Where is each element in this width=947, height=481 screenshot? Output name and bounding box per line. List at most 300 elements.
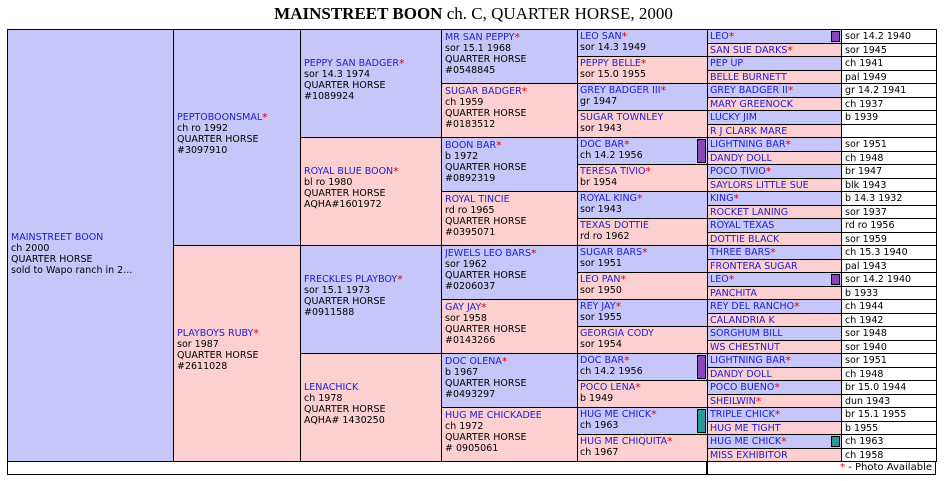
horse-name-link[interactable]: FRONTERA SUGAR [710,261,798,272]
horse-detail-line: QUARTER HORSE [304,296,386,307]
horse-detail-line: #0493297 [445,389,496,400]
horse-cell[interactable] [707,245,842,260]
horse-name-link[interactable]: HUG ME TIGHT [710,423,781,434]
horse-cell[interactable] [707,259,842,273]
horse-cell[interactable] [707,97,842,111]
horse-info-text: rd ro 1956 [845,220,895,231]
title-horse-name: MAINSTREET BOON [274,4,443,23]
horse-detail-line: QUARTER HORSE [445,162,527,173]
photo-star-icon: * [785,354,791,366]
horse-cell[interactable] [441,191,578,246]
photo-star-icon: * [398,58,405,69]
horse-detail-line: rd ro 1965 [445,205,495,216]
photo-star-icon: * [787,84,794,96]
horse-name-link[interactable]: THREE BARS [710,247,771,258]
horse-detail-line: ch 1959 [445,97,484,108]
horse-detail-line: QUARTER HORSE [11,254,93,265]
horse-info-cell [841,326,937,341]
photo-star-icon: * [262,112,268,123]
photo-star-icon: * [620,274,627,285]
horse-cell[interactable] [707,56,842,71]
horse-name-link[interactable]: LEO [710,31,729,42]
horse-cell[interactable] [577,272,708,300]
horse-name-link[interactable]: SAYLORS LITTLE SUE [710,180,809,191]
horse-name-link[interactable]: TEXAS DOTTIE [580,220,649,231]
horse-cell[interactable] [707,83,842,98]
horse-info-cell [841,313,937,327]
horse-cell[interactable] [577,434,708,462]
horse-detail-line: QUARTER HORSE [445,324,527,335]
horse-info-text: sor 14.2 1940 [845,274,912,285]
horse-detail-line: # 0905061 [445,443,499,454]
horse-detail-line: ch 14.2 1956 [580,150,643,161]
photo-star-icon: * [393,166,399,177]
horse-name-link[interactable]: REY JAY [580,301,616,312]
horse-cell[interactable] [441,407,578,462]
horse-name-link[interactable]: DOC BAR [580,355,625,366]
horse-info-text: ch 1948 [845,369,884,380]
horse-cell[interactable] [707,286,842,300]
horse-name-link[interactable]: LEO [710,274,729,285]
horse-name-link[interactable]: CALANDRIA K [710,315,775,326]
horse-info-text: sor 1937 [845,207,887,218]
horse-info-text: br 15.1 1955 [845,409,907,420]
photo-star-icon: * [501,356,508,367]
horse-detail-line: #1089924 [304,91,355,102]
horse-detail-line: QUARTER HORSE [304,188,386,199]
horse-info-text: b 14.3 1932 [845,193,903,204]
horse-detail-line: ch 1978 [304,393,343,404]
horse-detail-line: rd ro 1962 [580,231,630,242]
horse-info-cell [841,164,937,179]
horse-name-link[interactable]: DOTTIE BLACK [710,234,780,245]
photo-star-icon: * [660,85,667,96]
horse-detail-line: QUARTER HORSE [445,270,527,281]
horse-info-text: blk 1943 [845,180,887,191]
horse-info-cell [841,232,937,246]
photo-star-icon: * [774,408,781,420]
horse-info-cell [841,394,937,408]
horse-name-link[interactable]: SAN SUE DARKS [710,45,788,56]
horse-name-link[interactable]: FRECKLES PLAYBOY [304,274,398,285]
horse-info-text: sor 1948 [845,328,887,339]
horse-cell[interactable] [707,353,842,368]
horse-detail-line: #3097910 [177,145,228,156]
horse-name-link[interactable]: POCO BUENO [710,382,775,393]
horse-cell[interactable] [707,191,842,206]
horse-name-link[interactable]: ROCKET LANING [710,207,789,218]
horse-detail-line: #0206037 [445,281,496,292]
horse-detail-line: #0183512 [445,119,496,130]
photo-star-icon: * [530,248,537,259]
horse-name-link[interactable]: GREY BADGER II [710,85,788,96]
horse-detail-line: QUARTER HORSE [304,404,386,415]
horse-info-cell [841,205,937,219]
horse-info-cell [841,299,937,314]
horse-name-link[interactable]: JEWELS LEO BARS [445,248,531,259]
photo-star-icon: * [521,86,528,97]
horse-info-cell [841,272,937,287]
horse-name-link[interactable]: SUGAR TOWNLEY [580,112,664,123]
color-swatch-icon [831,274,840,285]
horse-name-link[interactable]: R J CLARK MARE [710,126,788,137]
horse-name-link[interactable]: GREY BADGER III [580,85,661,96]
horse-info-cell [841,286,937,300]
color-swatch-icon [697,409,706,433]
horse-name-link[interactable]: DOC OLENA [445,356,502,367]
photo-star-icon: * [645,166,652,177]
horse-info-cell [841,407,937,422]
horse-detail-line: sor 1954 [580,339,622,350]
horse-cell[interactable] [707,232,842,246]
horse-name-link[interactable]: SUGAR BADGER [445,86,522,97]
horse-detail-line: #0143266 [445,335,496,346]
horse-name-link[interactable]: MAINSTREET BOON [11,232,104,243]
horse-info-cell [841,70,937,84]
photo-star-icon: * [624,139,630,150]
horse-name-link[interactable]: DOC BAR [580,139,625,150]
horse-cell[interactable] [173,29,301,246]
horse-info-cell [841,191,937,206]
horse-detail-line: sold to Wapo ranch in 2... [11,265,133,276]
horse-name-link[interactable]: LENACHICK [304,382,359,393]
photo-available-legend [707,461,936,475]
horse-name-link[interactable]: MR SAN PEPPY [445,32,515,43]
horse-detail-line: #0911588 [304,307,355,318]
horse-detail-line: sor 15.0 1955 [580,69,647,80]
horse-info-text: ch 1942 [845,315,884,326]
horse-detail-line: sor 1955 [580,312,622,323]
horse-info-text: ch 1958 [845,450,884,461]
photo-star-icon: * [651,409,657,420]
horse-name-link[interactable]: ROYAL KING [580,193,637,204]
photo-star-icon: * [624,355,630,366]
horse-info-cell [841,218,937,233]
photo-star-icon: * [794,300,800,312]
horse-name-link[interactable]: SHEILWIN [710,396,756,407]
horse-info-cell [841,97,937,111]
photo-star-icon: * [774,381,780,393]
horse-detail-line: #0395071 [445,227,496,238]
horse-detail-line: sor 1987 [177,339,219,350]
horse-cell[interactable] [707,299,842,314]
horse-info-cell [841,340,937,354]
horse-cell[interactable] [707,313,842,327]
horse-name-link[interactable]: LIGHTNING BAR [710,139,786,150]
horse-cell[interactable] [441,299,578,354]
horse-info-text: dun 1943 [845,396,891,407]
photo-star-icon: * [635,382,641,393]
horse-name-link[interactable]: LUCKY JIM [710,112,757,123]
horse-info-cell [841,245,937,260]
horse-name-link[interactable]: DANDY DOLL [710,369,772,380]
horse-detail-line: sor 1951 [580,258,622,269]
horse-info-cell [841,83,937,98]
horse-name-link[interactable]: HUG ME CHICK [710,436,782,447]
horse-cell[interactable] [707,380,842,395]
horse-cell[interactable] [707,178,842,192]
horse-cell[interactable] [707,137,842,152]
horse-cell[interactable] [577,137,708,165]
horse-name-link[interactable]: ROYAL BLUE BOON [304,166,394,177]
horse-cell[interactable] [707,29,842,44]
horse-name-link[interactable]: HUG ME CHICK [580,409,652,420]
horse-detail-line: gr 1947 [580,96,618,107]
photo-star-icon: * [787,44,793,56]
horse-cell[interactable] [707,272,842,287]
horse-cell[interactable] [707,205,842,219]
horse-info-text [842,125,936,126]
horse-cell[interactable] [707,124,842,138]
photo-star-icon: * [481,302,487,313]
horse-detail-line: b 1949 [580,393,614,404]
photo-star-icon: * [253,328,259,339]
horse-detail-line: sor 15.1 1973 [304,285,371,296]
horse-detail-line: QUARTER HORSE [445,108,527,119]
horse-detail-line: b 1972 [445,151,479,162]
horse-cell[interactable] [577,191,708,219]
photo-star-icon: * [640,58,647,69]
horse-cell[interactable] [707,407,842,422]
horse-info-text: br 15.0 1944 [845,382,907,393]
horse-detail-line: sor 14.3 1949 [580,42,647,53]
horse-cell[interactable] [707,110,842,125]
horse-detail-line: sor 14.3 1974 [304,69,371,80]
horse-info-text: gr 14.2 1941 [845,85,907,96]
horse-detail-line: ch 2000 [11,243,50,254]
photo-star-icon: * [728,30,735,42]
horse-name-link[interactable]: PLAYBOYS RUBY [177,328,254,339]
photo-star-icon: * [642,247,648,258]
horse-detail-line: ch ro 1992 [177,123,228,134]
horse-cell[interactable] [441,29,578,84]
horse-info-cell [841,353,937,368]
horse-name-link[interactable]: PEPTOBOONSMAL [177,112,263,123]
horse-cell[interactable] [300,245,442,354]
horse-detail-line: #2611028 [177,361,228,372]
horse-name-link[interactable]: POCO TIVIO [710,166,766,177]
horse-name-link[interactable]: WS CHESTNUT [710,342,780,353]
horse-detail-line: QUARTER HORSE [445,378,527,389]
horse-info-cell [841,178,937,192]
horse-detail-line: br 1954 [580,177,618,188]
horse-name-link[interactable]: ROYAL TINCIE [445,194,510,205]
horse-cell[interactable] [577,110,708,138]
horse-detail-line: #0892319 [445,173,496,184]
horse-name-link[interactable]: ROYAL TEXAS [710,220,775,231]
horse-detail-line: QUARTER HORSE [177,134,259,145]
horse-info-text: sor 1951 [845,355,887,366]
horse-cell[interactable] [441,353,578,408]
photo-star-icon: * [840,462,846,473]
horse-info-text: b 1933 [845,288,879,299]
horse-detail-line: #0548845 [445,65,496,76]
horse-detail-line: QUARTER HORSE [445,54,527,65]
color-swatch-icon [831,436,840,447]
horse-info-text: pal 1943 [845,261,887,272]
photo-star-icon: * [496,140,502,151]
color-swatch-icon [697,355,706,379]
horse-cell[interactable] [577,299,708,327]
photo-star-icon: * [728,273,735,285]
horse-name-link[interactable]: POCO LENA [580,382,636,393]
horse-info-text: sor 1940 [845,342,887,353]
horse-detail-line: sor 15.1 1968 [445,43,512,54]
footer-bar [7,461,707,475]
horse-detail-line: sor 1950 [580,285,622,296]
horse-name-link[interactable]: PEPPY SAN BADGER [304,58,399,69]
photo-available-text: - Photo Available [845,462,932,473]
horse-name-link[interactable]: PANCHITA [710,288,757,299]
horse-cell[interactable] [441,245,578,300]
horse-info-cell [841,448,937,462]
horse-info-text: sor 1959 [845,234,887,245]
horse-detail-line: ch 1972 [445,421,484,432]
color-swatch-icon [697,139,706,163]
horse-info-cell [841,124,937,138]
horse-cell[interactable] [577,56,708,84]
horse-info-text: sor 1945 [845,45,887,56]
horse-cell[interactable] [300,137,442,246]
horse-cell[interactable] [707,340,842,354]
horse-info-cell [841,137,937,152]
photo-star-icon: * [621,31,628,42]
horse-cell[interactable] [707,218,842,233]
horse-detail-line: sor 1943 [580,204,622,215]
horse-name-link[interactable]: SUGAR BARS [580,247,643,258]
horse-cell[interactable] [707,151,842,165]
horse-cell[interactable] [707,70,842,84]
horse-name-link[interactable]: LIGHTNING BAR [710,355,786,366]
horse-cell[interactable] [707,421,842,435]
horse-name-link[interactable]: GAY JAY [445,302,482,313]
horse-info-cell [841,110,937,125]
horse-name-link[interactable]: MARY GREENOCK [710,99,793,110]
horse-name-link[interactable]: BELLE BURNETT [710,72,787,83]
horse-info-text: ch 1948 [845,153,884,164]
horse-detail-line: QUARTER HORSE [445,216,527,227]
horse-cell[interactable] [577,245,708,273]
horse-info-cell [841,43,937,57]
horse-cell[interactable] [577,29,708,57]
horse-cell[interactable] [577,353,708,381]
photo-star-icon: * [636,193,643,204]
photo-star-icon: * [667,436,673,447]
horse-info-text: ch 1944 [845,301,884,312]
horse-cell[interactable] [707,434,842,449]
horse-cell[interactable] [707,448,842,462]
horse-name-link[interactable]: LEO SAN [580,31,622,42]
title-horse-details: ch. C, QUARTER HORSE, 2000 [446,4,673,23]
horse-info-cell [841,434,937,449]
horse-info-cell [841,421,937,435]
horse-detail-line: ch 1967 [580,447,619,458]
horse-detail-line: QUARTER HORSE [304,80,386,91]
horse-info-cell [841,151,937,165]
horse-detail-line: ch 14.2 1956 [580,366,643,377]
horse-name-link[interactable]: LEO PAN [580,274,621,285]
horse-cell[interactable] [577,218,708,246]
horse-name-link[interactable]: DANDY DOLL [710,153,772,164]
horse-cell[interactable] [577,83,708,111]
horse-name-link[interactable]: HUG ME CHIQUITA [580,436,668,447]
horse-cell[interactable] [7,29,174,462]
horse-name-link[interactable]: PEPPY BELLE [580,58,641,69]
color-swatch-icon [831,31,840,42]
horse-info-text: ch 1941 [845,58,884,69]
horse-name-link[interactable]: SORGHUM BILL [710,328,783,339]
horse-info-cell [841,259,937,273]
horse-info-cell [841,29,937,44]
horse-cell[interactable] [577,380,708,408]
photo-star-icon: * [781,435,787,447]
horse-detail-line: QUARTER HORSE [177,350,259,361]
horse-name-link[interactable]: TERESA TIVIO [580,166,646,177]
horse-cell[interactable] [441,137,578,192]
horse-detail-line: sor 1962 [445,259,487,270]
horse-info-text: ch 15.3 1940 [845,247,908,258]
horse-name-link[interactable]: MISS EXHIBITOR [710,450,788,461]
horse-cell[interactable] [577,407,708,435]
horse-detail-line: b 1967 [445,367,479,378]
horse-cell[interactable] [441,83,578,138]
horse-info-text: pal 1949 [845,72,887,83]
horse-detail-line: sor 1943 [580,123,622,134]
horse-name-link[interactable]: REY DEL RANCHO [710,301,795,312]
photo-star-icon: * [397,274,403,285]
horse-name-link[interactable]: HUG ME CHICKADEE [445,410,542,421]
horse-cell[interactable] [300,353,442,462]
horse-name-link[interactable]: KING [710,193,734,204]
horse-name-link[interactable]: GEORGIA CODY [580,328,654,339]
horse-detail-line: AQHA#1601972 [304,199,382,210]
horse-info-cell [841,380,937,395]
horse-info-text: sor 14.2 1940 [845,31,912,42]
horse-detail-line: AQHA# 1430250 [304,415,385,426]
horse-detail-line: QUARTER HORSE [445,432,527,443]
horse-detail-line: sor 1958 [445,313,487,324]
photo-star-icon: * [785,138,791,150]
horse-cell[interactable] [707,164,842,179]
photo-star-icon: * [615,301,622,312]
horse-name-link[interactable]: BOON BAR [445,140,497,151]
horse-info-text: br 1947 [845,166,883,177]
horse-info-text: b 1939 [845,112,879,123]
horse-info-text: sor 1951 [845,139,887,150]
horse-detail-line: bl ro 1980 [304,177,353,188]
photo-star-icon: * [514,32,520,43]
horse-cell[interactable] [173,245,301,462]
horse-info-text: ch 1937 [845,99,884,110]
horse-name-link[interactable]: TRIPLE CHICK [710,409,775,420]
horse-info-text: b 1955 [845,423,879,434]
photo-star-icon: * [755,395,762,407]
horse-info-cell [841,367,937,381]
horse-cell[interactable] [707,394,842,408]
photo-star-icon: * [733,192,739,204]
horse-info-text: ch 1963 [845,436,884,447]
horse-cell[interactable] [707,326,842,341]
photo-star-icon: * [765,165,772,177]
horse-cell[interactable] [707,367,842,381]
horse-detail-line: ch 1963 [580,420,619,431]
horse-cell[interactable] [300,29,442,138]
horse-cell[interactable] [707,43,842,57]
horse-info-cell [841,56,937,71]
horse-cell[interactable] [577,164,708,192]
horse-name-link[interactable]: PEP UP [710,58,744,69]
horse-cell[interactable] [577,326,708,354]
